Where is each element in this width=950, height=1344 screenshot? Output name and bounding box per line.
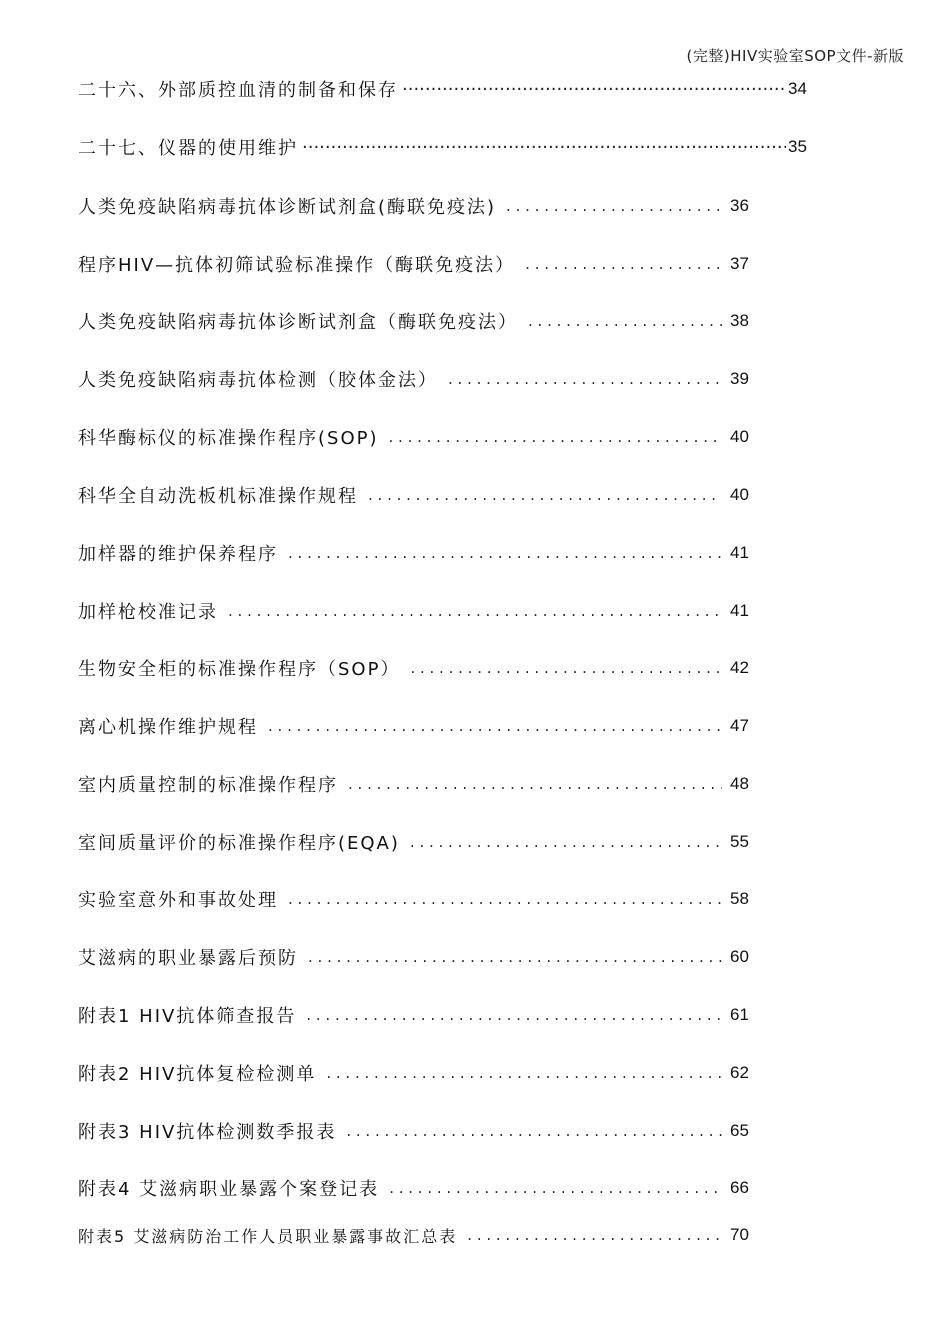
toc-page-number: 62 — [730, 1063, 749, 1082]
toc-entry-title: 附表5 艾滋病防治工作人员职业暴露事故汇总表 — [78, 1226, 458, 1246]
toc-entry-appendix-1[interactable] — [78, 1000, 758, 1030]
toc-page-number: 48 — [730, 774, 749, 793]
toc-leader-dots — [306, 1006, 722, 1024]
toc-entry-title: 人类免疫缺陷病毒抗体检测（胶体金法） — [78, 370, 438, 391]
toc-page-number: 66 — [730, 1178, 749, 1197]
toc-leader-dots — [506, 197, 722, 215]
toc-entry-title: 离心机操作维护规程 — [78, 717, 258, 738]
toc-leader-dots — [268, 717, 722, 735]
toc-page-number: 42 — [730, 658, 749, 677]
toc-page-number: 39 — [730, 369, 749, 388]
toc-entry[interactable] — [78, 827, 758, 857]
toc-entry-title: 科华全自动洗板机标准操作规程 — [78, 486, 358, 507]
toc-page-number: 34 — [788, 79, 807, 98]
toc-entry-title: 人类免疫缺陷病毒抗体诊断试剂盒（酶联免疫法） — [78, 312, 518, 333]
toc-leader-dots — [525, 255, 722, 273]
toc-entry-26[interactable] — [78, 74, 818, 104]
toc-page-number: 58 — [730, 889, 749, 908]
toc-leader-dots — [389, 428, 723, 446]
toc-entry-title: 二十六、外部质控血清的制备和保存 — [78, 80, 398, 101]
toc-leader-dots — [302, 137, 786, 158]
toc-entry[interactable] — [78, 249, 758, 279]
toc-entry-title: 室内质量控制的标准操作程序 — [78, 775, 338, 796]
toc-entry[interactable] — [78, 884, 758, 914]
toc-page-number: 60 — [730, 947, 749, 966]
toc-entry[interactable] — [78, 653, 758, 683]
toc-entry-title: 室间质量评价的标准操作程序(EQA) — [78, 833, 400, 854]
toc-entry-appendix-4[interactable] — [78, 1173, 758, 1203]
toc-entry[interactable] — [78, 769, 758, 799]
toc-entry-appendix-5[interactable] — [78, 1220, 758, 1250]
toc-entry-title: 加样枪校准记录 — [78, 602, 218, 623]
toc-entry[interactable] — [78, 538, 758, 568]
toc-leader-dots — [410, 659, 722, 677]
toc-entry[interactable] — [78, 306, 758, 336]
toc-leader-dots — [402, 79, 786, 100]
toc-page-number: 40 — [730, 427, 749, 446]
toc-entry[interactable] — [78, 480, 758, 510]
toc-page-number: 40 — [730, 485, 749, 504]
toc-entry[interactable] — [78, 364, 758, 394]
page-header: (完整)HIV实验室SOP文件-新版 — [686, 47, 904, 65]
toc-entry-title: 生物安全柜的标准操作程序（SOP） — [78, 659, 401, 680]
toc-page-number: 35 — [788, 137, 807, 156]
toc-entry-title: 附表1 HIV抗体筛查报告 — [78, 1006, 297, 1027]
toc-entry[interactable] — [78, 191, 758, 221]
toc-entry-title: 加样器的维护保养程序 — [78, 544, 278, 565]
toc-page-number: 47 — [730, 716, 749, 735]
toc-entry-title: 附表4 艾滋病职业暴露个案登记表 — [78, 1179, 380, 1200]
toc-page-number: 41 — [730, 601, 749, 620]
toc-page-number: 55 — [730, 832, 749, 851]
toc-page-number: 37 — [730, 254, 749, 273]
toc-entry-appendix-3[interactable] — [78, 1116, 758, 1146]
toc-leader-dots — [228, 602, 722, 620]
toc-entry-title: 科华酶标仪的标准操作程序(SOP) — [78, 428, 379, 449]
toc-entry-title: 二十七、仪器的使用维护 — [78, 138, 298, 159]
toc-leader-dots — [389, 1179, 722, 1197]
toc-entry-title: 附表3 HIV抗体检测数季报表 — [78, 1122, 337, 1143]
toc-leader-dots — [368, 486, 722, 504]
toc-leader-dots — [346, 1122, 722, 1140]
toc-leader-dots — [326, 1064, 722, 1082]
toc-entry-title: 程序HIV—抗体初筛试验标准操作（酶联免疫法） — [78, 255, 516, 276]
toc-entry-27[interactable] — [78, 132, 818, 162]
toc-page-number: 36 — [730, 196, 749, 215]
toc-entry-appendix-2[interactable] — [78, 1058, 758, 1088]
toc-page-number: 41 — [730, 543, 749, 562]
toc-entry[interactable] — [78, 942, 758, 972]
toc-leader-dots — [308, 948, 722, 966]
toc-page-number: 70 — [730, 1225, 749, 1244]
toc-leader-dots — [528, 312, 722, 330]
toc-entry[interactable] — [78, 596, 758, 626]
toc-page-number: 65 — [730, 1121, 749, 1140]
toc-leader-dots — [288, 890, 722, 908]
toc-leader-dots — [288, 544, 722, 562]
toc-entry-title: 人类免疫缺陷病毒抗体诊断试剂盒(酶联免疫法) — [78, 197, 497, 218]
toc-entry[interactable] — [78, 711, 758, 741]
toc-entry[interactable] — [78, 422, 758, 452]
toc-entry-title: 艾滋病的职业暴露后预防 — [78, 948, 298, 969]
toc-entry-title: 附表2 HIV抗体复检检测单 — [78, 1064, 317, 1085]
toc-entry-title: 实验室意外和事故处理 — [78, 890, 278, 911]
toc-page-number: 38 — [730, 311, 749, 330]
toc-leader-dots — [467, 1226, 722, 1244]
toc-leader-dots — [448, 370, 722, 388]
toc-page-number: 61 — [730, 1005, 749, 1024]
toc-leader-dots — [348, 775, 722, 793]
toc-leader-dots — [410, 833, 722, 851]
